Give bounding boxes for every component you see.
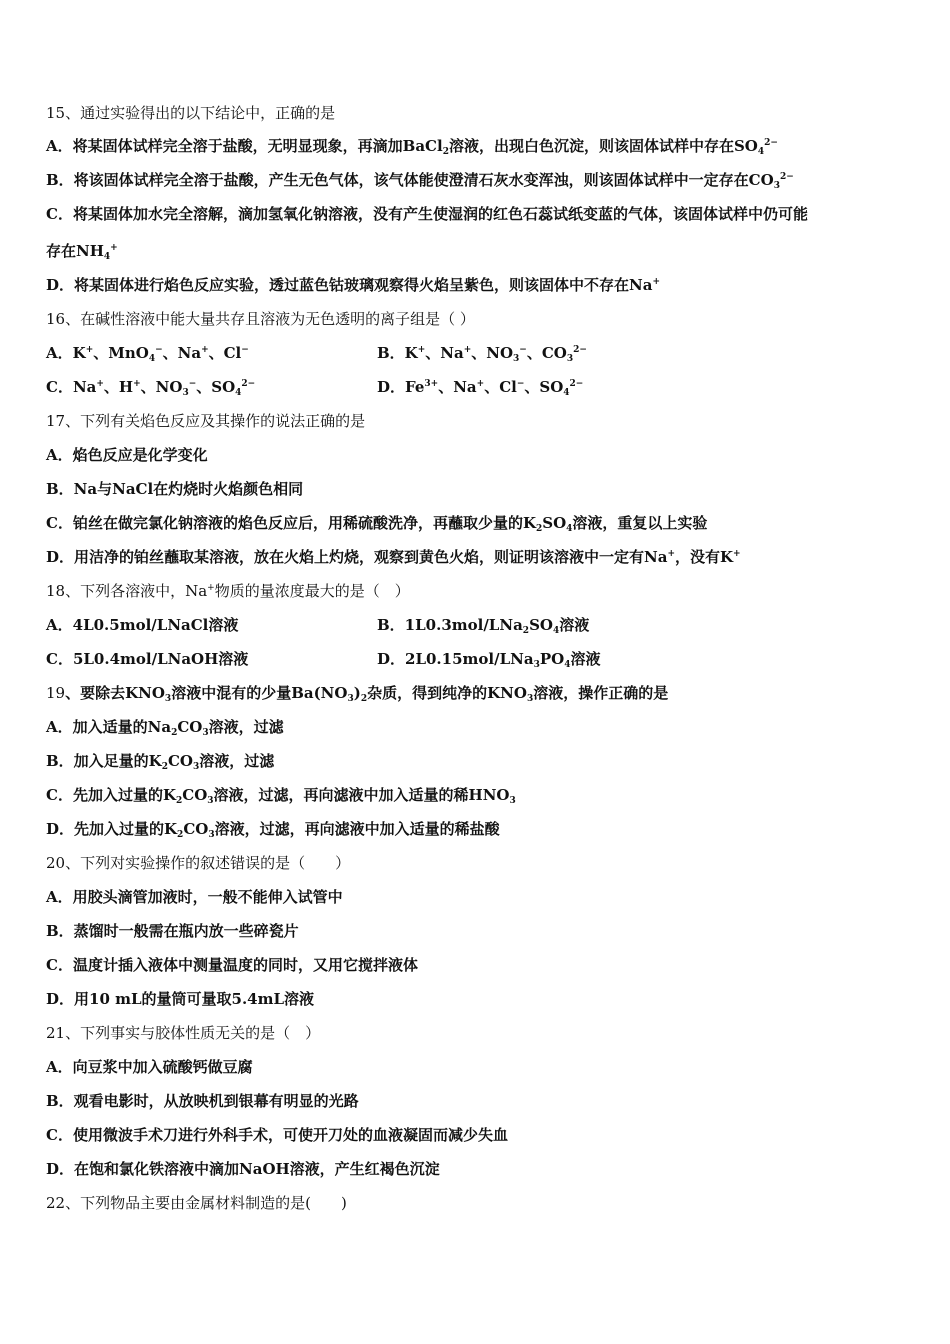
question-19-stem: 19、要除去$KNO_3$溶液中混有的少量$Ba(NO_3)_2$杂质，得到纯净的$KNO_3$溶液，操作正确的是 bbox=[46, 684, 669, 704]
q16-option-a: A．K+、MnO$_4$−、Na+、Cl− bbox=[46, 344, 249, 364]
question-20-stem: 20、下列对实验操作的叙述错误的是（ ） bbox=[46, 854, 351, 872]
q20-option-d: D．用10 mL的量筒可量取5.4mL溶液 bbox=[46, 990, 315, 1008]
q17-option-a: A．焰色反应是化学变化 bbox=[46, 446, 208, 464]
q17-option-d: D．用洁净的铂丝蘸取某溶液，放在火焰上灼烧，观察到黄色火焰，则证明该溶液中一定有Na+，没有K+ bbox=[46, 548, 741, 566]
q21-option-b: B．观看电影时，从放映机到银幕有明显的光路 bbox=[46, 1092, 359, 1110]
question-15-stem bbox=[46, 103, 335, 123]
q20-option-c: C．温度计插入液体中测量温度的同时，又用它搅拌液体 bbox=[46, 956, 418, 974]
question-21-stem: 21、下列事实与胶体性质无关的是（ ） bbox=[46, 1024, 321, 1042]
q16-option-c: C．Na+、H+、$NO_3^-$、$SO_4^{2-}$ bbox=[46, 378, 256, 398]
q15-option-b: B．将该固体试样完全溶于盐酸，产生无色气体，该气体能使澄清石灰水变浑浊，则该固体试样中一定存在$CO_3^{2-}$ bbox=[46, 171, 794, 191]
q15-option-a: A．将某固体试样完全溶于盐酸，无明显现象，再滴加BaCl$_2$溶液，出现白色沉淀，则该固体试样中存在$SO_4^{2-}$ bbox=[46, 137, 778, 157]
q17-option-b: B．Na与NaCl在灼烧时火焰颜色相同 bbox=[46, 480, 304, 498]
q19-option-d: D．先加入过量的$K_2CO_3$溶液，过滤，再向滤液中加入适量的稀盐酸 bbox=[46, 820, 500, 840]
q16-option-d: D．$Fe^{3+}$、Na+、Cl−、$SO_4^{2-}$ bbox=[377, 378, 584, 398]
q20-option-b: B．蒸馏时一般需在瓶内放一些碎瓷片 bbox=[46, 922, 299, 940]
q19-option-a: A．加入适量的$Na_2CO_3$溶液，过滤 bbox=[46, 718, 284, 738]
q20-option-a: A．用胶头滴管加液时，一般不能伸入试管中 bbox=[46, 888, 343, 906]
q18-option-d: D．$2L0.15mol/LNa_3PO_4$溶液 bbox=[377, 650, 601, 670]
q16-option-b: B．K+、Na+、$NO_3^-$、$CO_3^{2-}$ bbox=[377, 344, 587, 364]
q21-option-d: D．在饱和氯化铁溶液中滴加NaOH溶液，产生红褐色沉淀 bbox=[46, 1160, 440, 1178]
q15-option-d: D．将某固体进行焰色反应实验，透过蓝色钴玻璃观察得火焰呈紫色，则该固体中不存在Na+ bbox=[46, 276, 660, 294]
question-18-stem: 18、下列各溶液中，Na+物质的量浓度最大的是（ ） bbox=[46, 582, 410, 600]
q17-option-c: C．铂丝在做完氯化钠溶液的焰色反应后，用稀硫酸洗净，再蘸取少量的$K_2SO_4$溶液，重复以上实验 bbox=[46, 514, 708, 534]
q21-option-a: A．向豆浆中加入硫酸钙做豆腐 bbox=[46, 1058, 253, 1076]
q15-option-c: C．将某固体加水完全溶解，滴加氢氧化钠溶液，没有产生使湿润的红色石蕊试纸变蓝的气体，该固体试样中仍可能 bbox=[46, 205, 808, 223]
question-22-stem: 22、下列物品主要由金属材料制造的是( ) bbox=[46, 1194, 347, 1212]
q19-option-b: B．加入足量的$K_2CO_3$溶液，过滤 bbox=[46, 752, 275, 772]
q18-option-b: B．$1L0.3mol/LNa_2SO_4$溶液 bbox=[377, 616, 590, 636]
question-16-stem: 16、在碱性溶液中能大量共存且溶液为无色透明的离子组是（ ） bbox=[46, 310, 475, 328]
q19-option-c: C．先加入过量的$K_2CO_3$溶液，过滤，再向滤液中加入适量的稀$HNO_3$ bbox=[46, 786, 516, 806]
q18-option-a: A．4L0.5mol/LNaCl溶液 bbox=[46, 616, 239, 634]
question-17-stem: 17、下列有关焰色反应及其操作的说法正确的是 bbox=[46, 412, 366, 430]
q18-option-c: C．5L0.4mol/LNaOH溶液 bbox=[46, 650, 249, 668]
q21-option-c: C．使用微波手术刀进行外科手术，可使开刀处的血液凝固而减少失血 bbox=[46, 1126, 508, 1144]
q15-option-c-cont: 存在$NH_4^+$ bbox=[46, 242, 118, 262]
question-number: 15 bbox=[46, 104, 66, 122]
question-text: 、通过实验得出的以下结论中，正确的是 bbox=[65, 104, 336, 122]
